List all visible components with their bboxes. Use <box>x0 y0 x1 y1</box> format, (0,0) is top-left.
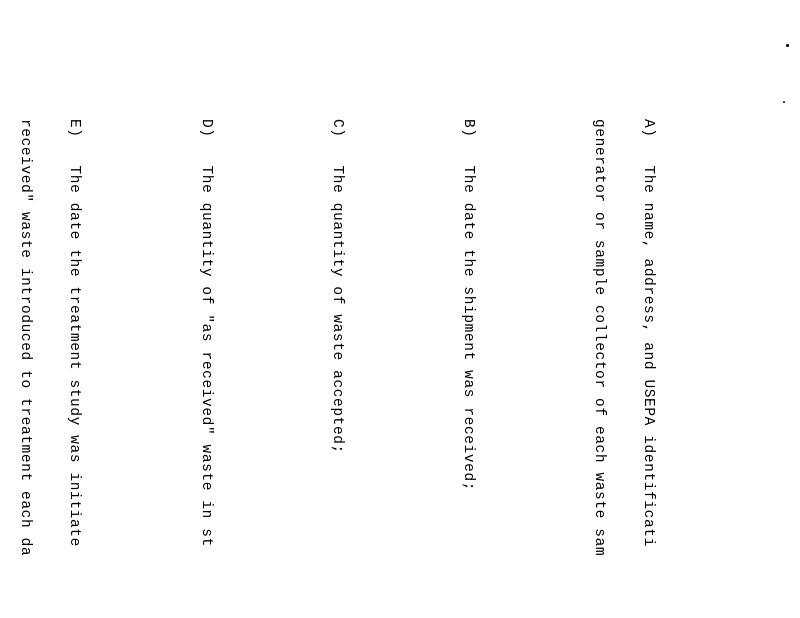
text-line: B) The date the shipment was received; <box>459 119 476 492</box>
paragraph-b-date-shipment <box>427 119 509 618</box>
text-line: C) The quantity of waste accepted; <box>328 119 345 454</box>
text-line: generator or sample collector of each waste sam <box>591 119 608 557</box>
paragraph-a-name <box>558 119 689 618</box>
scan-speck <box>783 101 785 103</box>
paragraph-d-quantity-as-received <box>164 119 246 618</box>
text-line: E) The date the treatment study was initiate <box>66 119 83 547</box>
rotated-text-block <box>17 119 722 618</box>
text-line: A) The name, address, and USEPA identificati <box>640 119 657 547</box>
paragraph-e-date-treatment <box>0 119 115 618</box>
text-line: received" waste introduced to treatment each da <box>17 119 34 557</box>
scan-speck <box>786 44 789 47</box>
paragraph-c-quantity <box>296 119 378 618</box>
text-line: D) The quantity of "as received" waste in st <box>197 119 214 547</box>
